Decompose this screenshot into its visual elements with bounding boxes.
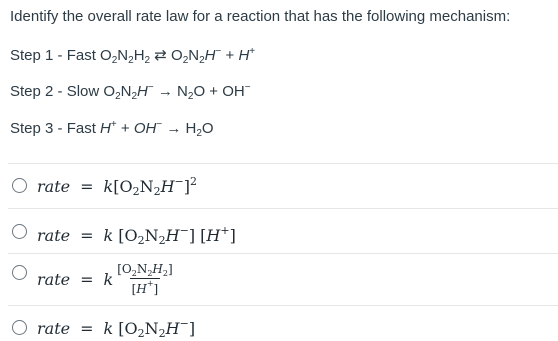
mechanism-step-1: Step 1 - Fast $O_2N_2H_2$ ⇄ $O_2N_2H^- + H^+$ [10, 46, 256, 66]
equals-sign: = [80, 319, 94, 338]
rate-law-expression: rate = $k[O2N2H^-]^2$ [37, 175, 197, 198]
radio-button[interactable] [12, 178, 27, 193]
step-3-label: Step 3 - Fast [10, 120, 101, 137]
rate-constant: k [103, 177, 114, 196]
mechanism-step-2: Step 2 - Slow $O_2N_2H^- \to N_2O + OH^-$ [10, 82, 251, 102]
fraction-numerator: $[O_2N_2H_2]$ [117, 262, 173, 278]
rate-constant: k [103, 319, 114, 338]
reaction-arrow-icon: → [166, 120, 182, 137]
equals-sign: = [80, 269, 94, 289]
equals-sign: = [80, 177, 94, 196]
question-prompt: Identify the overall rate law for a reaction that has the following mechanism: [10, 8, 511, 25]
equilibrium-arrow-icon: ⇄ [154, 47, 167, 64]
radio-button[interactable] [12, 265, 27, 280]
mechanism-step-3: Step 3 - Fast $H^+ + OH^- \to H_2O$ [10, 119, 214, 139]
equals-sign: = [80, 226, 94, 245]
fraction [115, 262, 174, 296]
rate-symbol: rate [37, 319, 71, 338]
step-2-label: Step 2 - Slow [10, 83, 104, 100]
rate-constant: k [103, 226, 114, 245]
rate-symbol: rate [37, 269, 71, 289]
answer-option-2[interactable] [8, 208, 558, 253]
rate-law-expression: rate = k [O2N2H−] [37, 317, 196, 340]
radio-button[interactable] [12, 224, 27, 239]
fraction-denominator: [H+] [131, 279, 159, 296]
step-1-label: Step 1 - Fast [10, 47, 101, 64]
rate-symbol: rate [37, 177, 71, 196]
answer-option-1[interactable] [8, 163, 558, 208]
rate-symbol: rate [37, 226, 71, 245]
rate-law-expression [37, 262, 175, 296]
answer-option-4[interactable] [8, 305, 558, 341]
rate-constant: k [103, 269, 114, 289]
radio-button[interactable] [12, 320, 27, 335]
reaction-arrow-icon: → [157, 83, 173, 100]
answer-option-3[interactable] [8, 253, 558, 305]
rate-law-expression: rate = k [O2N2H−] [H+] [37, 224, 236, 247]
